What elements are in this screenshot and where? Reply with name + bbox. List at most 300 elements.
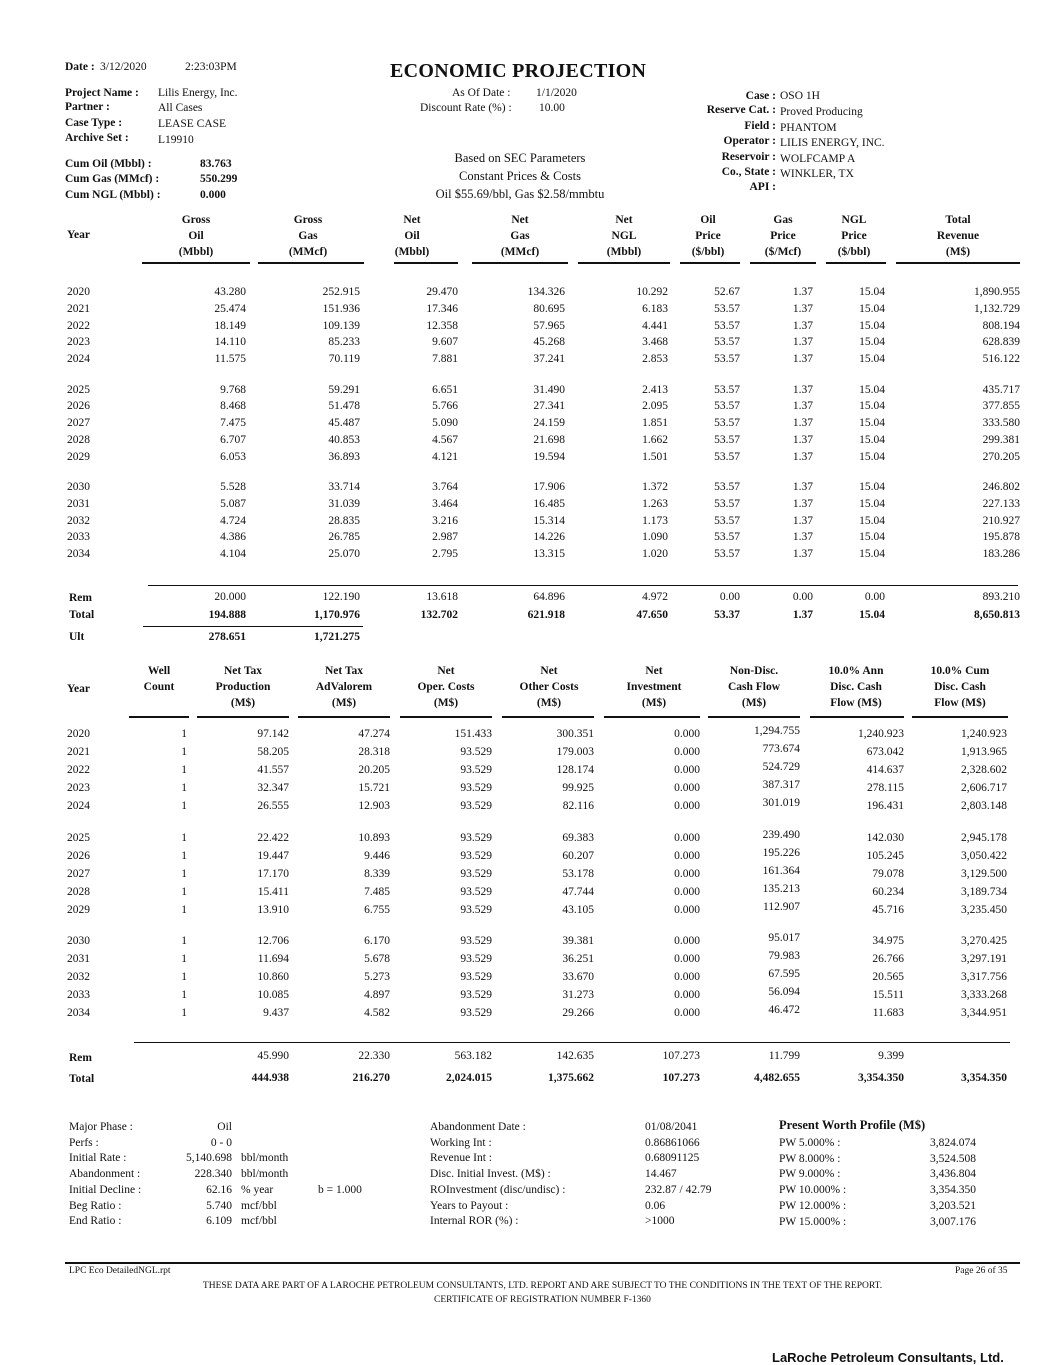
pw-label: PW 8.000% : (779, 1152, 841, 1165)
rem-cell: 13.618 (426, 591, 458, 603)
table-cell: 93.529 (460, 800, 492, 812)
table-row-year: 2026 (67, 849, 90, 862)
table-cell: 19.594 (533, 450, 565, 463)
report-date: 3/12/2020 (100, 61, 147, 73)
table-cell: 13.315 (533, 548, 565, 561)
table-cell: 60.207 (562, 849, 594, 862)
table-row-year: 2027 (67, 867, 90, 880)
pw-label: PW 5.000% : (779, 1137, 841, 1149)
column-header: (MMcf) (288, 246, 328, 258)
table-cell: 435.717 (982, 383, 1020, 396)
archive-set-label: Archive Set : (65, 132, 129, 144)
column-header: Other Costs (519, 681, 579, 693)
table-cell: 15.04 (859, 383, 885, 396)
column-header: Cash Flow (727, 681, 781, 693)
table-cell: 15.04 (859, 514, 885, 527)
table-cell: 524.729 (762, 761, 800, 773)
table-cell: 3.468 (642, 336, 668, 349)
cum-oil: 83.763 (200, 158, 232, 170)
table-cell: 3,235.450 (961, 903, 1007, 916)
table-cell: 5.678 (364, 953, 390, 965)
field-label: Field : (744, 120, 776, 132)
table-row-year: 2028 (67, 433, 90, 446)
table-cell: 5.766 (432, 400, 458, 413)
table-cell: 17.170 (257, 867, 289, 880)
table-cell: 1 (181, 989, 187, 1001)
co-state-label: Co., State : (721, 166, 776, 178)
column-header: (M$) (331, 697, 357, 709)
table-cell: 3.464 (432, 497, 458, 510)
table-cell: 53.57 (714, 450, 740, 463)
table-row-year: 2025 (67, 383, 90, 396)
table-cell: 82.116 (562, 800, 594, 812)
header-underline (896, 262, 1020, 264)
table-cell: 2.095 (642, 400, 668, 413)
table-cell: 93.529 (460, 971, 492, 983)
table-cell: 3,333.268 (961, 989, 1007, 1001)
table-cell: 11.575 (214, 353, 246, 366)
table-cell: 15.04 (859, 450, 885, 463)
table-cell: 17.906 (533, 481, 565, 493)
table-cell: 14.226 (533, 531, 565, 544)
column-header: Net (437, 665, 455, 677)
table-cell: 15.314 (533, 514, 565, 527)
table-cell: 128.174 (556, 764, 594, 776)
header-underline (142, 262, 250, 264)
column-header: Non-Disc. (729, 665, 779, 677)
case-type: LEASE CASE (158, 118, 227, 130)
ult-divider (143, 626, 363, 627)
total-cell: 132.702 (420, 609, 458, 621)
summary-value: 5.740 (206, 1199, 232, 1212)
table-cell: 15.04 (859, 336, 885, 349)
table-cell: 53.57 (714, 481, 740, 493)
table-cell: 0.000 (674, 782, 700, 794)
table-cell: 40.853 (328, 433, 360, 446)
table-cell: 6.651 (432, 383, 458, 396)
table-cell: 1 (181, 935, 187, 947)
table-cell: 15.04 (859, 481, 885, 493)
column-header: Net Tax (324, 665, 364, 677)
total-cell: 15.04 (859, 609, 885, 621)
table-cell: 377.855 (982, 400, 1020, 413)
summary-value: 5,140.698 (186, 1152, 232, 1165)
table-cell: 1.851 (642, 417, 668, 430)
table-cell: 210.927 (982, 514, 1020, 527)
year-header-2: Year (67, 683, 90, 695)
table-cell: 3,317.756 (961, 971, 1007, 983)
table-cell: 9.768 (220, 383, 246, 396)
total-cell: 47.650 (636, 609, 668, 621)
table-cell: 808.194 (982, 319, 1020, 332)
pw-label: PW 15.000% : (779, 1215, 847, 1228)
total-cell: 444.938 (251, 1072, 289, 1084)
table-cell: 333.580 (982, 417, 1020, 430)
table-cell: 52.67 (714, 286, 740, 298)
table-cell: 4.724 (220, 514, 246, 527)
table-cell: 0.000 (674, 1007, 700, 1019)
table-cell: 11.694 (257, 953, 289, 965)
table-cell: 53.57 (714, 514, 740, 527)
column-header: Price (695, 230, 721, 242)
archive-set: L19910 (158, 134, 194, 146)
table-cell: 69.383 (562, 831, 594, 844)
header-underline (129, 716, 189, 718)
table-cell: 4.567 (432, 433, 458, 446)
table-cell: 1.37 (792, 336, 813, 349)
table-cell: 0.000 (674, 971, 700, 983)
table-cell: 13.910 (257, 903, 289, 916)
table-cell: 93.529 (460, 989, 492, 1001)
table-cell: 1.501 (642, 450, 668, 463)
table-cell: 10.292 (636, 286, 668, 298)
reserve-cat: Proved Producing (780, 106, 863, 118)
table-cell: 33.714 (328, 481, 360, 493)
table-cell: 227.133 (982, 497, 1020, 510)
table-cell: 151.433 (454, 728, 492, 740)
summary-value: Oil (217, 1121, 232, 1133)
rem-cell: 64.896 (533, 591, 565, 603)
table-row-year: 2033 (67, 989, 90, 1001)
column-header: Well (147, 665, 171, 677)
table-cell: 53.57 (714, 531, 740, 544)
column-header: NGL (611, 230, 637, 242)
table-cell: 53.57 (714, 319, 740, 332)
column-header: (M$) (641, 697, 667, 709)
cum-oil-label: Cum Oil (Mbbl) : (65, 158, 152, 170)
column-header: Gas (773, 214, 793, 226)
table-cell: 59.291 (328, 383, 360, 396)
table-row-year: 2030 (67, 481, 90, 493)
table-row-year: 2026 (67, 400, 90, 413)
column-header: Net Tax (223, 665, 263, 677)
table-cell: 15.04 (859, 286, 885, 298)
table-cell: 1.37 (792, 417, 813, 430)
total-cell: 107.273 (662, 1072, 700, 1084)
basis-line-3: Oil $55.69/bbl, Gas $2.58/mmbtu (435, 187, 605, 201)
table-cell: 628.839 (982, 336, 1020, 349)
cum-ngl: 0.000 (200, 189, 226, 201)
table-cell: 1 (181, 971, 187, 983)
pw-value: 3,824.074 (930, 1137, 976, 1149)
column-header: Oil (700, 214, 716, 226)
header-underline (578, 262, 670, 264)
table-cell: 43.280 (214, 286, 246, 298)
rem-cell: 11.799 (768, 1050, 800, 1062)
table-cell: 12.358 (426, 319, 458, 332)
cum-gas-label: Cum Gas (MMcf) : (65, 173, 160, 185)
summary-label: Beg Ratio : (69, 1199, 122, 1212)
table-cell: 4.582 (364, 1007, 390, 1019)
header-underline (810, 716, 904, 718)
table-cell: 45.268 (533, 336, 565, 349)
table-cell: 67.595 (768, 968, 800, 980)
table-cell: 135.213 (762, 882, 800, 895)
project-name: Lilis Energy, Inc. (158, 87, 238, 99)
certificate: CERTIFICATE OF REGISTRATION NUMBER F-1360 (434, 1295, 651, 1305)
total-cell: 4,482.655 (754, 1072, 800, 1084)
table-cell: 41.557 (257, 764, 289, 776)
summary-extra: b = 1.000 (318, 1183, 362, 1196)
total-cell: 216.270 (352, 1072, 390, 1084)
rem-cell: 9.399 (878, 1050, 904, 1062)
case-label: Case : (745, 90, 776, 102)
table-cell: 12.903 (358, 800, 390, 812)
table-cell: 2,945.178 (961, 831, 1007, 844)
table-cell: 93.529 (460, 867, 492, 880)
table-cell: 2.853 (642, 353, 668, 366)
table-cell: 0.000 (674, 849, 700, 862)
table-cell: 3.216 (432, 514, 458, 527)
table-cell: 31.273 (562, 989, 594, 1001)
table-cell: 6.053 (220, 450, 246, 463)
table-cell: 3,297.191 (961, 953, 1007, 965)
table-cell: 1.37 (792, 353, 813, 366)
table-cell: 15.04 (859, 302, 885, 315)
header-underline (826, 262, 886, 264)
header-underline (400, 716, 492, 718)
table-cell: 15.04 (859, 417, 885, 430)
table-cell: 10.893 (358, 831, 390, 844)
table-cell: 2,328.602 (961, 764, 1007, 776)
table-cell: 58.205 (257, 746, 289, 758)
summary-unit: % year (241, 1183, 274, 1196)
column-header: Flow (M$) (934, 697, 986, 709)
rem-cell: 107.273 (662, 1050, 700, 1062)
table-cell: 93.529 (460, 1007, 492, 1019)
table-cell: 19.447 (257, 849, 289, 862)
table-cell: 0.000 (674, 867, 700, 880)
column-header: Investment (626, 681, 682, 693)
table-cell: 6.183 (642, 302, 668, 315)
table-cell: 93.529 (460, 935, 492, 947)
summary-label: Major Phase : (69, 1121, 133, 1133)
total-cell: 1,170.976 (314, 609, 360, 621)
header-underline (750, 262, 816, 264)
table-cell: 56.094 (768, 986, 800, 998)
table-cell: 53.178 (562, 867, 594, 880)
header-underline (502, 716, 594, 718)
table-cell: 53.57 (714, 548, 740, 561)
pw-value: 3,524.508 (930, 1152, 976, 1165)
table-cell: 15.411 (257, 885, 289, 898)
page-title: ECONOMIC PROJECTION (390, 60, 647, 82)
total-cell: 3,354.350 (961, 1072, 1007, 1084)
summary-label: Abandonment : (69, 1168, 141, 1181)
table-cell: 179.003 (556, 746, 594, 758)
table-cell: 0.000 (674, 800, 700, 812)
table-cell: 1 (181, 728, 187, 740)
table-cell: 28.835 (328, 514, 360, 527)
header-underline (298, 716, 390, 718)
header-underline (472, 262, 568, 264)
table-cell: 1 (181, 1007, 187, 1019)
rem-cell: 893.210 (982, 591, 1020, 603)
table-cell: 5.090 (432, 417, 458, 430)
api-label: API : (749, 181, 776, 193)
column-header: ($/bbl) (837, 246, 871, 258)
column-header: AdValorem (315, 681, 373, 693)
table-cell: 53.57 (714, 433, 740, 446)
table-row-year: 2027 (67, 417, 90, 430)
table-cell: 15.04 (859, 548, 885, 561)
table-cell: 5.273 (364, 971, 390, 983)
table-cell: 28.318 (358, 746, 390, 758)
total-cell: 53.37 (714, 609, 740, 621)
total-cell: 621.918 (527, 609, 565, 621)
table-cell: 1.37 (792, 514, 813, 527)
column-header: Total (945, 214, 971, 226)
pw-value: 3,007.176 (930, 1215, 976, 1228)
table-row-year: 2023 (67, 336, 90, 349)
table-cell: 15.04 (859, 497, 885, 510)
column-header: 10.0% Ann (828, 665, 884, 677)
table-cell: 85.233 (328, 336, 360, 349)
summary-label: Working Int : (430, 1136, 492, 1149)
column-header: Count (143, 681, 175, 693)
table-cell: 46.472 (768, 1004, 800, 1016)
table-cell: 36.893 (328, 450, 360, 463)
total-label-2: Total (69, 1073, 95, 1085)
table-cell: 25.070 (328, 548, 360, 561)
table-cell: 99.925 (562, 782, 594, 794)
table-cell: 0.000 (674, 746, 700, 758)
table-cell: 25.474 (214, 302, 246, 315)
column-header: Price (841, 230, 867, 242)
table-row-year: 2021 (67, 302, 90, 315)
co-state: WINKLER, TX (780, 168, 854, 180)
table-cell: 1,913.965 (961, 746, 1007, 758)
column-header: (Mbbl) (178, 246, 214, 258)
table-cell: 142.030 (866, 831, 904, 844)
rem-cell: 0.00 (864, 591, 885, 603)
table-cell: 51.478 (328, 400, 360, 413)
table-cell: 10.860 (257, 971, 289, 983)
table-cell: 4.897 (364, 989, 390, 1001)
totals-divider-2 (134, 1042, 1010, 1043)
table-cell: 47.744 (562, 885, 594, 898)
disclaimer: THESE DATA ARE PART OF A LAROCHE PETROLEUM CONSULTANTS, LTD. REPORT AND ARE SUBJECT TO THE CONDITIONS IN THE TEXT OF THE REPORT. (202, 1281, 883, 1291)
table-cell: 17.346 (426, 302, 458, 315)
summary-label: Initial Decline : (69, 1183, 142, 1196)
total-cell: 3,354.350 (858, 1072, 904, 1084)
pw-value: 3,354.350 (930, 1184, 976, 1197)
table-cell: 53.57 (714, 400, 740, 413)
table-cell: 0.000 (674, 728, 700, 740)
table-cell: 39.381 (562, 935, 594, 947)
summary-label: End Ratio : (69, 1215, 122, 1228)
table-cell: 15.04 (859, 319, 885, 332)
table-cell: 1.37 (792, 383, 813, 396)
summary-unit: mcf/bbl (241, 1215, 277, 1228)
table-cell: 27.341 (533, 400, 565, 413)
table-cell: 1.37 (792, 400, 813, 413)
table-cell: 11.683 (872, 1007, 904, 1019)
summary-unit: bbl/month (241, 1152, 289, 1165)
company-name: LaRoche Petroleum Consultants, Ltd. (772, 1350, 1004, 1365)
table-cell: 3,129.500 (961, 867, 1007, 880)
table-cell: 109.139 (322, 319, 360, 332)
rem-cell: 22.330 (358, 1050, 390, 1062)
table-cell: 29.470 (426, 286, 458, 298)
table-cell: 45.716 (872, 903, 904, 916)
table-cell: 95.017 (768, 932, 800, 944)
rem-cell: 0.00 (792, 591, 813, 603)
column-header: Disc. Cash (934, 681, 986, 693)
table-cell: 15.511 (872, 989, 904, 1001)
table-row-year: 2032 (67, 514, 90, 527)
table-cell: 2,803.148 (961, 800, 1007, 812)
pw-value: 3,436.804 (930, 1168, 976, 1181)
table-cell: 151.936 (322, 302, 360, 315)
column-header: Gas (298, 230, 318, 242)
table-row-year: 2028 (67, 885, 90, 898)
header-underline (912, 716, 1008, 718)
column-header: Flow (M$) (830, 697, 882, 709)
column-header: ($/bbl) (691, 246, 725, 258)
table-cell: 5.087 (220, 497, 246, 510)
table-cell: 79.983 (768, 950, 800, 962)
table-cell: 1 (181, 800, 187, 812)
summary-value: 0.06 (645, 1199, 666, 1212)
column-header: (Mbbl) (606, 246, 642, 258)
table-cell: 278.115 (867, 782, 904, 794)
cum-ngl-label: Cum NGL (Mbbl) : (65, 189, 161, 201)
table-cell: 161.364 (762, 864, 800, 877)
table-cell: 0.000 (674, 885, 700, 898)
table-cell: 24.159 (533, 417, 565, 430)
table-cell: 246.802 (982, 481, 1020, 493)
column-header: (M$) (741, 697, 767, 709)
table-cell: 9.437 (263, 1007, 289, 1019)
table-cell: 9.446 (364, 849, 390, 862)
table-cell: 80.695 (533, 302, 565, 315)
table-cell: 3,270.425 (961, 935, 1007, 947)
pw-title: Present Worth Profile (M$) (779, 1118, 926, 1132)
summary-value: 01/08/2041 (645, 1121, 698, 1133)
table-cell: 3,344.951 (961, 1007, 1007, 1019)
summary-label: Years to Payout : (430, 1199, 509, 1212)
table-cell: 10.085 (257, 989, 289, 1001)
summary-label: Disc. Initial Invest. (M$) : (430, 1168, 551, 1181)
header-underline (394, 262, 458, 264)
table-cell: 0.000 (674, 953, 700, 965)
total-label: Total (69, 609, 95, 621)
table-cell: 1,240.923 (858, 728, 904, 740)
table-cell: 1.37 (792, 286, 813, 298)
basis-line-2: Constant Prices & Costs (459, 169, 581, 183)
rem-cell: 4.972 (642, 591, 668, 603)
table-cell: 773.674 (762, 743, 800, 755)
summary-value: >1000 (645, 1215, 675, 1228)
table-cell: 53.57 (714, 417, 740, 430)
table-cell: 9.607 (432, 336, 458, 349)
header-underline (258, 262, 364, 264)
table-cell: 45.487 (328, 417, 360, 430)
table-cell: 15.04 (859, 433, 885, 446)
table-cell: 3,189.734 (961, 885, 1007, 898)
column-header: Net (615, 214, 633, 226)
table-cell: 1,890.955 (974, 286, 1020, 298)
table-cell: 1 (181, 782, 187, 794)
table-cell: 8.339 (364, 867, 390, 880)
total-cell: 8,650.813 (974, 609, 1020, 621)
ult-cell: 278.651 (208, 631, 246, 643)
table-row-year: 2030 (67, 935, 90, 947)
table-cell: 2.987 (432, 531, 458, 544)
table-cell: 195.226 (762, 846, 800, 859)
report-name: LPC Eco DetailedNGL.rpt (69, 1266, 171, 1276)
